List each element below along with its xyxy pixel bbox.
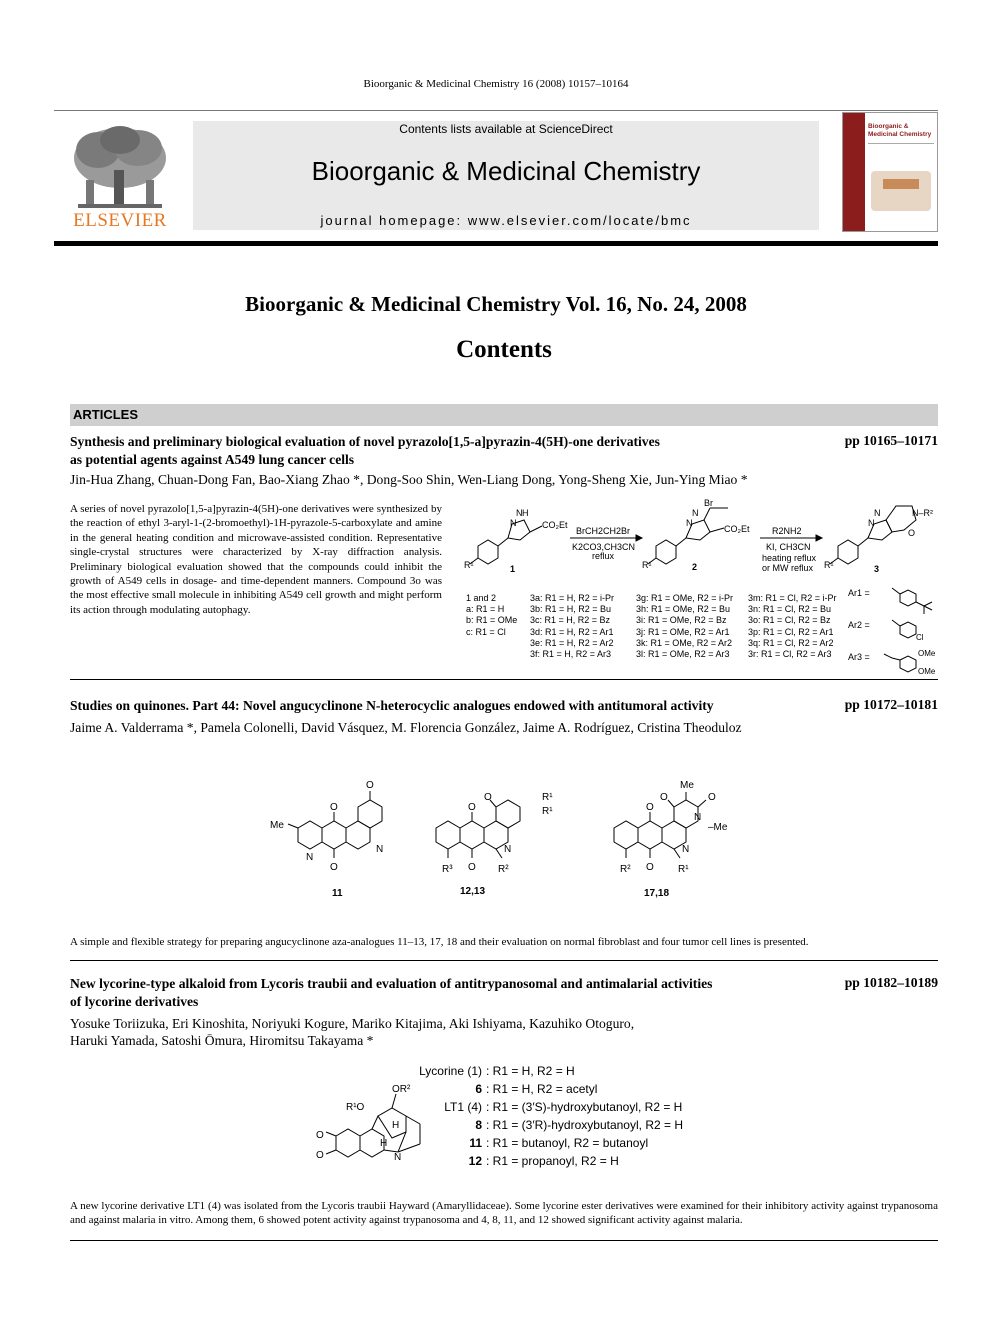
derivative-value: : R1 = propanoyl, R2 = H xyxy=(486,1154,619,1168)
svg-text:Br: Br xyxy=(704,498,713,508)
svg-text:H: H xyxy=(380,1138,388,1149)
ar2-label: Ar2 = xyxy=(848,620,870,630)
derivative-name: Lycorine (1) xyxy=(419,1064,482,1078)
article-3-summary: A new lycorine derivative LT1 (4) was isolated from the Lycoris traubii Hayward (Amaryllidaceae). Some lycorine ester derivatives were examined for their inhibitory activity against trypanosoma and against malaria in vitro. Among them, 6 showed potent activity against trypanosoma and 4, 8, 11, and 12 showed significant activity against malaria. xyxy=(70,1200,938,1227)
scheme-row: 3o: R1 = Cl, R2 = Bz xyxy=(748,615,831,626)
svg-text:N: N xyxy=(874,508,881,518)
reagent-2-top: R2NH2 xyxy=(772,526,802,536)
derivative-name: 11 xyxy=(469,1136,482,1150)
svg-text:CO₂Et: CO₂Et xyxy=(542,520,568,530)
svg-text:R¹: R¹ xyxy=(642,560,652,570)
svg-text:O: O xyxy=(660,792,668,803)
scheme-row: 3f: R1 = H, R2 = Ar3 xyxy=(530,649,612,660)
svg-text:R¹: R¹ xyxy=(542,806,553,817)
svg-text:O: O xyxy=(908,528,916,538)
derivative-name: LT1 (4) xyxy=(444,1100,482,1114)
article-1-title-line1: Synthesis and preliminary biological evaluation of novel pyrazolo[1,5-a]pyrazin-4(5H)-one derivatives xyxy=(70,434,660,449)
scheme-row: 3n: R1 = Cl, R2 = Bu xyxy=(748,604,832,615)
article-2-title[interactable]: Studies on quinones. Part 44: Novel angucyclinone N-heterocyclic analogues endowed with antitumoral activity xyxy=(70,698,714,713)
scheme-row: 3q: R1 = Cl, R2 = Ar2 xyxy=(748,637,834,648)
cpd-12-13-label: 12,13 xyxy=(460,886,486,897)
derivative-row xyxy=(400,1152,700,1170)
article-3-authors-line2: Haruki Yamada, Satoshi Ōmura, Hiromitsu Takayama * xyxy=(70,1033,374,1048)
ar1-label: Ar1 = xyxy=(848,588,870,598)
journal-name: Bioorganic & Medicinal Chemistry xyxy=(311,156,701,186)
svg-text:N: N xyxy=(394,1152,402,1163)
article-1-scheme xyxy=(460,498,940,580)
svg-text:O: O xyxy=(646,862,654,873)
scheme-row: 3b: R1 = H, R2 = Bu xyxy=(530,604,612,615)
scheme-row: 3a: R1 = H, R2 = i-Pr xyxy=(530,593,615,603)
svg-text:Me: Me xyxy=(680,780,694,791)
article-divider xyxy=(70,1240,938,1241)
scheme-row: b: R1 = OMe xyxy=(466,615,518,626)
scheme-row: a: R1 = H xyxy=(466,604,505,615)
derivative-name: 8 xyxy=(475,1118,482,1132)
reagent-1-bottom: K2CO3,CH3CN xyxy=(572,542,636,552)
header-rule xyxy=(54,110,938,111)
scheme-col-2 xyxy=(530,593,634,660)
reagent-2-cond2: or MW reflux xyxy=(762,563,814,573)
svg-text:R¹: R¹ xyxy=(824,560,834,570)
svg-text:N: N xyxy=(686,518,693,528)
svg-text:H: H xyxy=(392,1120,400,1131)
nh-label: H xyxy=(522,508,529,518)
derivative-row xyxy=(400,1134,700,1152)
derivative-value: : R1 = (3′R)-hydroxybutanoyl, R2 = H xyxy=(486,1118,683,1132)
reagent-1-cond: reflux xyxy=(592,551,615,561)
svg-text:O: O xyxy=(468,802,476,813)
article-1-abstract: A series of novel pyrazolo[1,5-a]pyrazin-4(5H)-one derivatives were synthesized by the reaction of ethyl 3-aryl-1-(2-bromoethyl)-1H-pyrazole-5-carboxylate and amine in the general heating condition and microwave-assisted condition. Representative single-crystal structures were characterized by X-ray diffraction analysis. Preliminary biological evaluation showed that the compounds could inhibit the growth of A549 cells in dosage- and time-dependent manners. Compound 3o was the most effective small molecule in inhibiting A549 cell growth and might perform its action through modulating autophagy. xyxy=(70,503,442,616)
article-3-pages[interactable]: pp 10182–10189 xyxy=(844,975,938,990)
section-label: ARTICLES xyxy=(73,407,138,422)
ome-label-2: OMe xyxy=(918,667,936,676)
tree-icon xyxy=(68,120,172,212)
cpd-11-label: 11 xyxy=(332,888,343,899)
ar-substituents xyxy=(848,580,940,676)
journal-homepage-link[interactable]: journal homepage: www.elsevier.com/locate/bmc xyxy=(320,213,692,228)
masthead-rule xyxy=(54,241,938,246)
svg-text:R²: R² xyxy=(620,864,631,875)
svg-text:N: N xyxy=(868,518,875,528)
derivative-row xyxy=(400,1080,700,1098)
svg-text:N: N xyxy=(694,812,702,823)
svg-text:O: O xyxy=(484,792,492,803)
reagent-2-cond1: heating reflux xyxy=(762,553,817,563)
svg-text:O: O xyxy=(316,1130,324,1141)
scheme-col-1 xyxy=(466,593,528,638)
svg-text:R¹: R¹ xyxy=(542,792,553,803)
derivative-name: 6 xyxy=(475,1082,482,1096)
scheme-row: 3j: R1 = OMe, R2 = Ar1 xyxy=(636,626,730,637)
derivative-row xyxy=(400,1116,700,1134)
svg-text:O: O xyxy=(316,1150,324,1161)
svg-text:O: O xyxy=(646,802,654,813)
scheme-row: 3e: R1 = H, R2 = Ar2 xyxy=(530,637,614,648)
derivative-value: : R1 = (3′S)-hydroxybutanoyl, R2 = H xyxy=(486,1100,683,1114)
elsevier-wordmark: ELSEVIER xyxy=(73,210,167,231)
article-3-title-line2: of lycorine derivatives xyxy=(70,994,199,1009)
scheme-row: 3l: R1 = OMe, R2 = Ar3 xyxy=(636,649,730,660)
scheme-row: 3h: R1 = OMe, R2 = Bu xyxy=(636,604,731,615)
svg-text:Me: Me xyxy=(270,820,284,831)
section-band xyxy=(70,404,938,426)
svg-text:O: O xyxy=(366,780,374,791)
cpd-1-label: 1 xyxy=(510,564,516,574)
scheme-row: 3g: R1 = OMe, R2 = i-Pr xyxy=(636,593,734,603)
lycorine-derivative-table xyxy=(400,1062,700,1170)
article-2-structures xyxy=(262,778,752,902)
scheme-row: 3r: R1 = Cl, R2 = Ar3 xyxy=(748,649,832,660)
svg-text:OR²: OR² xyxy=(392,1084,411,1095)
reagent-2-bottom: KI, CH3CN xyxy=(766,542,811,552)
svg-text:N: N xyxy=(516,508,523,518)
ar3-label: Ar3 = xyxy=(848,652,870,662)
svg-text:R³: R³ xyxy=(442,864,453,875)
derivative-value: : R1 = H, R2 = H xyxy=(486,1064,575,1078)
ome-label-1: OMe xyxy=(918,649,936,658)
article-1-authors: Jin-Hua Zhang, Chuan-Dong Fan, Bao-Xiang Zhao *, Dong-Soo Shin, Wen-Liang Dong, Yong-Sheng Xie, Jun-Ying Miao * xyxy=(70,472,748,487)
cl-label: Cl xyxy=(916,633,924,642)
derivative-row xyxy=(400,1062,700,1080)
svg-text:R¹: R¹ xyxy=(464,560,474,570)
svg-text:N: N xyxy=(682,844,690,855)
svg-text:O: O xyxy=(330,862,338,873)
svg-text:N: N xyxy=(504,844,512,855)
derivative-value: : R1 = H, R2 = acetyl xyxy=(486,1082,598,1096)
scheme-row: 3d: R1 = H, R2 = Ar1 xyxy=(530,626,614,637)
article-1-title-line2: as potential agents against A549 lung cancer cells xyxy=(70,452,355,467)
scheme-row: c: R1 = Cl xyxy=(466,626,506,637)
scheme-col-4 xyxy=(748,593,848,660)
scheme-col-3 xyxy=(636,593,746,660)
scheme-row: 3i: R1 = OMe, R2 = Bz xyxy=(636,615,727,626)
article-1-pages[interactable]: pp 10165–10171 xyxy=(844,433,938,448)
svg-text:N: N xyxy=(692,508,699,518)
running-head: Bioorganic & Medicinal Chemistry 16 (2008) 10157–10164 xyxy=(363,78,629,90)
svg-text:O: O xyxy=(468,862,476,873)
svg-text:R¹O: R¹O xyxy=(346,1102,365,1113)
cpd-3-label: 3 xyxy=(874,564,880,574)
article-divider xyxy=(70,679,938,680)
reagent-1-top: BrCH2CH2Br xyxy=(576,526,631,536)
cover-title: Bioorganic & Medicinal Chemistry xyxy=(868,123,932,138)
article-2-pages[interactable]: pp 10172–10181 xyxy=(844,697,938,712)
svg-text:R²: R² xyxy=(498,864,509,875)
svg-text:N–R²: N–R² xyxy=(912,508,934,518)
svg-text:CO₂Et: CO₂Et xyxy=(724,524,750,534)
svg-text:O: O xyxy=(708,792,716,803)
scheme-row: 1 and 2 xyxy=(466,593,497,603)
cpd-2-label: 2 xyxy=(692,562,698,572)
derivative-value: : R1 = butanoyl, R2 = butanoyl xyxy=(486,1136,649,1150)
scheme-row: 3m: R1 = Cl, R2 = i-Pr xyxy=(748,593,837,603)
derivative-name: 12 xyxy=(468,1154,482,1168)
svg-text:R¹: R¹ xyxy=(678,864,689,875)
derivative-row xyxy=(400,1098,700,1116)
scheme-row: 3p: R1 = Cl, R2 = Ar1 xyxy=(748,626,834,637)
article-3-title[interactable] xyxy=(70,975,800,1011)
article-3-authors-line1: Yosuke Toriizuka, Eri Kinoshita, Noriyuki Kogure, Mariko Kitajima, Aki Ishiyama, Kazuhiko Otoguro, xyxy=(70,1016,635,1031)
cpd-17-18-label: 17,18 xyxy=(644,888,670,899)
article-3-title-line1: New lycorine-type alkaloid from Lycoris traubii and evaluation of antitrypanosomal and antimalarial activities xyxy=(70,976,713,991)
article-3-authors xyxy=(70,1015,830,1049)
svg-text:–Me: –Me xyxy=(708,822,728,833)
contents-lists-line[interactable]: Contents lists available at ScienceDirect xyxy=(399,122,613,136)
article-divider xyxy=(70,960,938,961)
volume-title: Bioorganic & Medicinal Chemistry Vol. 16, No. 24, 2008 xyxy=(245,292,747,316)
article-2-summary: A simple and flexible strategy for preparing angucyclinone aza-analogues 11–13, 17, 18 and their evaluation on normal fibroblast and four tumor cell lines is presented. xyxy=(70,936,809,948)
svg-text:N: N xyxy=(510,518,517,528)
article-2-authors: Jaime A. Valderrama *, Pamela Colonelli, David Vásquez, M. Florencia González, Jaime A. Rodríguez, Cristina Theoduloz xyxy=(70,720,742,735)
contents-heading: Contents xyxy=(456,336,552,363)
scheme-row: 3k: R1 = OMe, R2 = Ar2 xyxy=(636,637,733,648)
svg-text:O: O xyxy=(330,802,338,813)
svg-text:N: N xyxy=(376,844,384,855)
scheme-row: 3c: R1 = H, R2 = Bz xyxy=(530,615,611,626)
journal-cover-thumbnail[interactable] xyxy=(842,112,938,232)
article-1-title[interactable] xyxy=(70,433,800,469)
elsevier-logo xyxy=(68,120,172,232)
svg-text:N: N xyxy=(306,852,314,863)
